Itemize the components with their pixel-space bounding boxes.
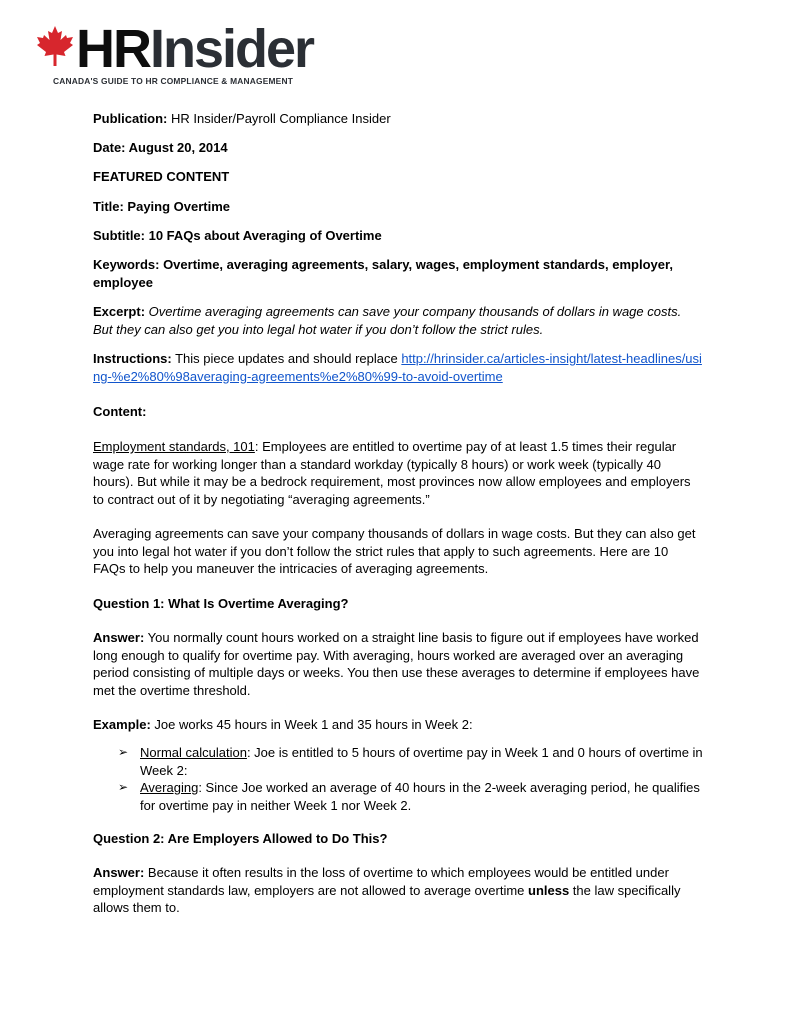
keywords-line-1: Keywords: Overtime, averaging agreements, salary, wages, employment standards, employer, bbox=[93, 257, 673, 272]
maple-leaf-icon bbox=[36, 26, 74, 66]
replacement-article-link[interactable]: http://hrinsider.ca/articles-insight/latest-headlines/using-%e2%80%98averaging-agreements%e2%80%99-to-avoid-overtime bbox=[93, 351, 702, 384]
instructions-paragraph bbox=[93, 350, 703, 385]
logo-tagline: CANADA'S GUIDE TO HR COMPLIANCE & MANAGEMENT bbox=[53, 76, 294, 86]
publication-value: HR Insider/Payroll Compliance Insider bbox=[167, 111, 391, 126]
answer-2-paragraph bbox=[93, 864, 703, 917]
content-heading: Content: bbox=[93, 404, 147, 419]
answer-2-emphasis: unless bbox=[528, 882, 570, 898]
arrow-bullet-icon: ➢ bbox=[118, 780, 129, 794]
arrow-bullet-icon: ➢ bbox=[118, 745, 129, 759]
bullet-averaging bbox=[118, 779, 703, 814]
bullet-normal-calculation bbox=[118, 744, 703, 779]
title-line: Title: Paying Overtime bbox=[93, 199, 231, 214]
bullet-normal-calculation-text: : Joe is entitled to 5 hours of overtime pay in Week 1 and 0 hours of overtime in Week 2: bbox=[140, 745, 703, 778]
subtitle-line: Subtitle: 10 FAQs about Averaging of Overtime bbox=[93, 228, 382, 243]
keywords-line bbox=[93, 256, 703, 291]
logo-insider: Insider bbox=[150, 19, 314, 79]
answer-2-text-2: the law specifically allows them to. bbox=[93, 882, 681, 915]
instructions-text: This piece updates and should replace bbox=[171, 351, 402, 366]
excerpt-paragraph bbox=[93, 303, 703, 338]
hr-insider-logo bbox=[36, 19, 336, 86]
featured-content-label: FEATURED CONTENT bbox=[93, 169, 230, 184]
answer-2-label: Answer: bbox=[93, 865, 145, 880]
example-label: Example: bbox=[93, 717, 151, 732]
answer-2-text-1: Because it often results in the loss of overtime to which employees would be entitled under employment standards law, employers are not allowed to average overtime bbox=[93, 865, 669, 898]
paragraph-averaging-intro: Averaging agreements can save your company thousands of dollars in wage costs. But they can also get you into legal hot water if you don’t follow the strict rules that apply to such agreements. Here are 10 FAQs to help you maneuver the intricacies of averaging agreements. bbox=[93, 526, 696, 576]
publication-label: Publication: bbox=[93, 111, 168, 126]
employment-standards-lead: Employment standards, 101 bbox=[93, 439, 255, 454]
example-bullet-list bbox=[118, 744, 703, 814]
logo-wordmark bbox=[76, 18, 313, 80]
bullet-normal-calculation-lead: Normal calculation bbox=[140, 745, 247, 760]
answer-1-paragraph bbox=[93, 629, 703, 699]
bullet-averaging-text: : Since Joe worked an average of 40 hours in the 2-week averaging period, he qualifies for overtime pay in neither Week 1 nor Week 2. bbox=[140, 780, 700, 813]
instructions-label: Instructions: bbox=[93, 351, 172, 366]
bullet-averaging-lead: Averaging bbox=[140, 780, 199, 795]
question-1-heading: Question 1: What Is Overtime Averaging? bbox=[93, 596, 349, 611]
date-line: Date: August 20, 2014 bbox=[93, 140, 228, 155]
employment-standards-text: : Employees are entitled to overtime pay of at least 1.5 times their regular wage rate for working longer than a standard workday (typically 8 hours) or work week (typically 40 hours). But while it may be a bedrock requirement, most provinces now allow employees and employers to contract out of it by negotiating “averaging agreements.” bbox=[93, 439, 691, 507]
publication-line bbox=[93, 110, 703, 128]
paragraph-employment-standards bbox=[93, 438, 703, 508]
excerpt-text: Overtime averaging agreements can save your company thousands of dollars in wage costs. But they can also get you into legal hot water if you don’t follow the strict rules. bbox=[93, 304, 682, 337]
example-paragraph bbox=[93, 716, 703, 734]
keywords-line-2: employee bbox=[93, 274, 153, 290]
answer-1-text: You normally count hours worked on a straight line basis to figure out if employees have worked long enough to qualify for overtime pay. With averaging, hours worked are averaged over an averaging period consisting of multiple days or weeks. You then use these averages to determine if employees have met the overtime threshold. bbox=[93, 630, 700, 698]
logo-hr: HR bbox=[76, 19, 150, 79]
question-2-heading: Question 2: Are Employers Allowed to Do This? bbox=[93, 831, 388, 846]
answer-1-label: Answer: bbox=[93, 630, 145, 645]
excerpt-label: Excerpt: bbox=[93, 304, 146, 319]
example-text: Joe works 45 hours in Week 1 and 35 hours in Week 2: bbox=[150, 717, 473, 732]
